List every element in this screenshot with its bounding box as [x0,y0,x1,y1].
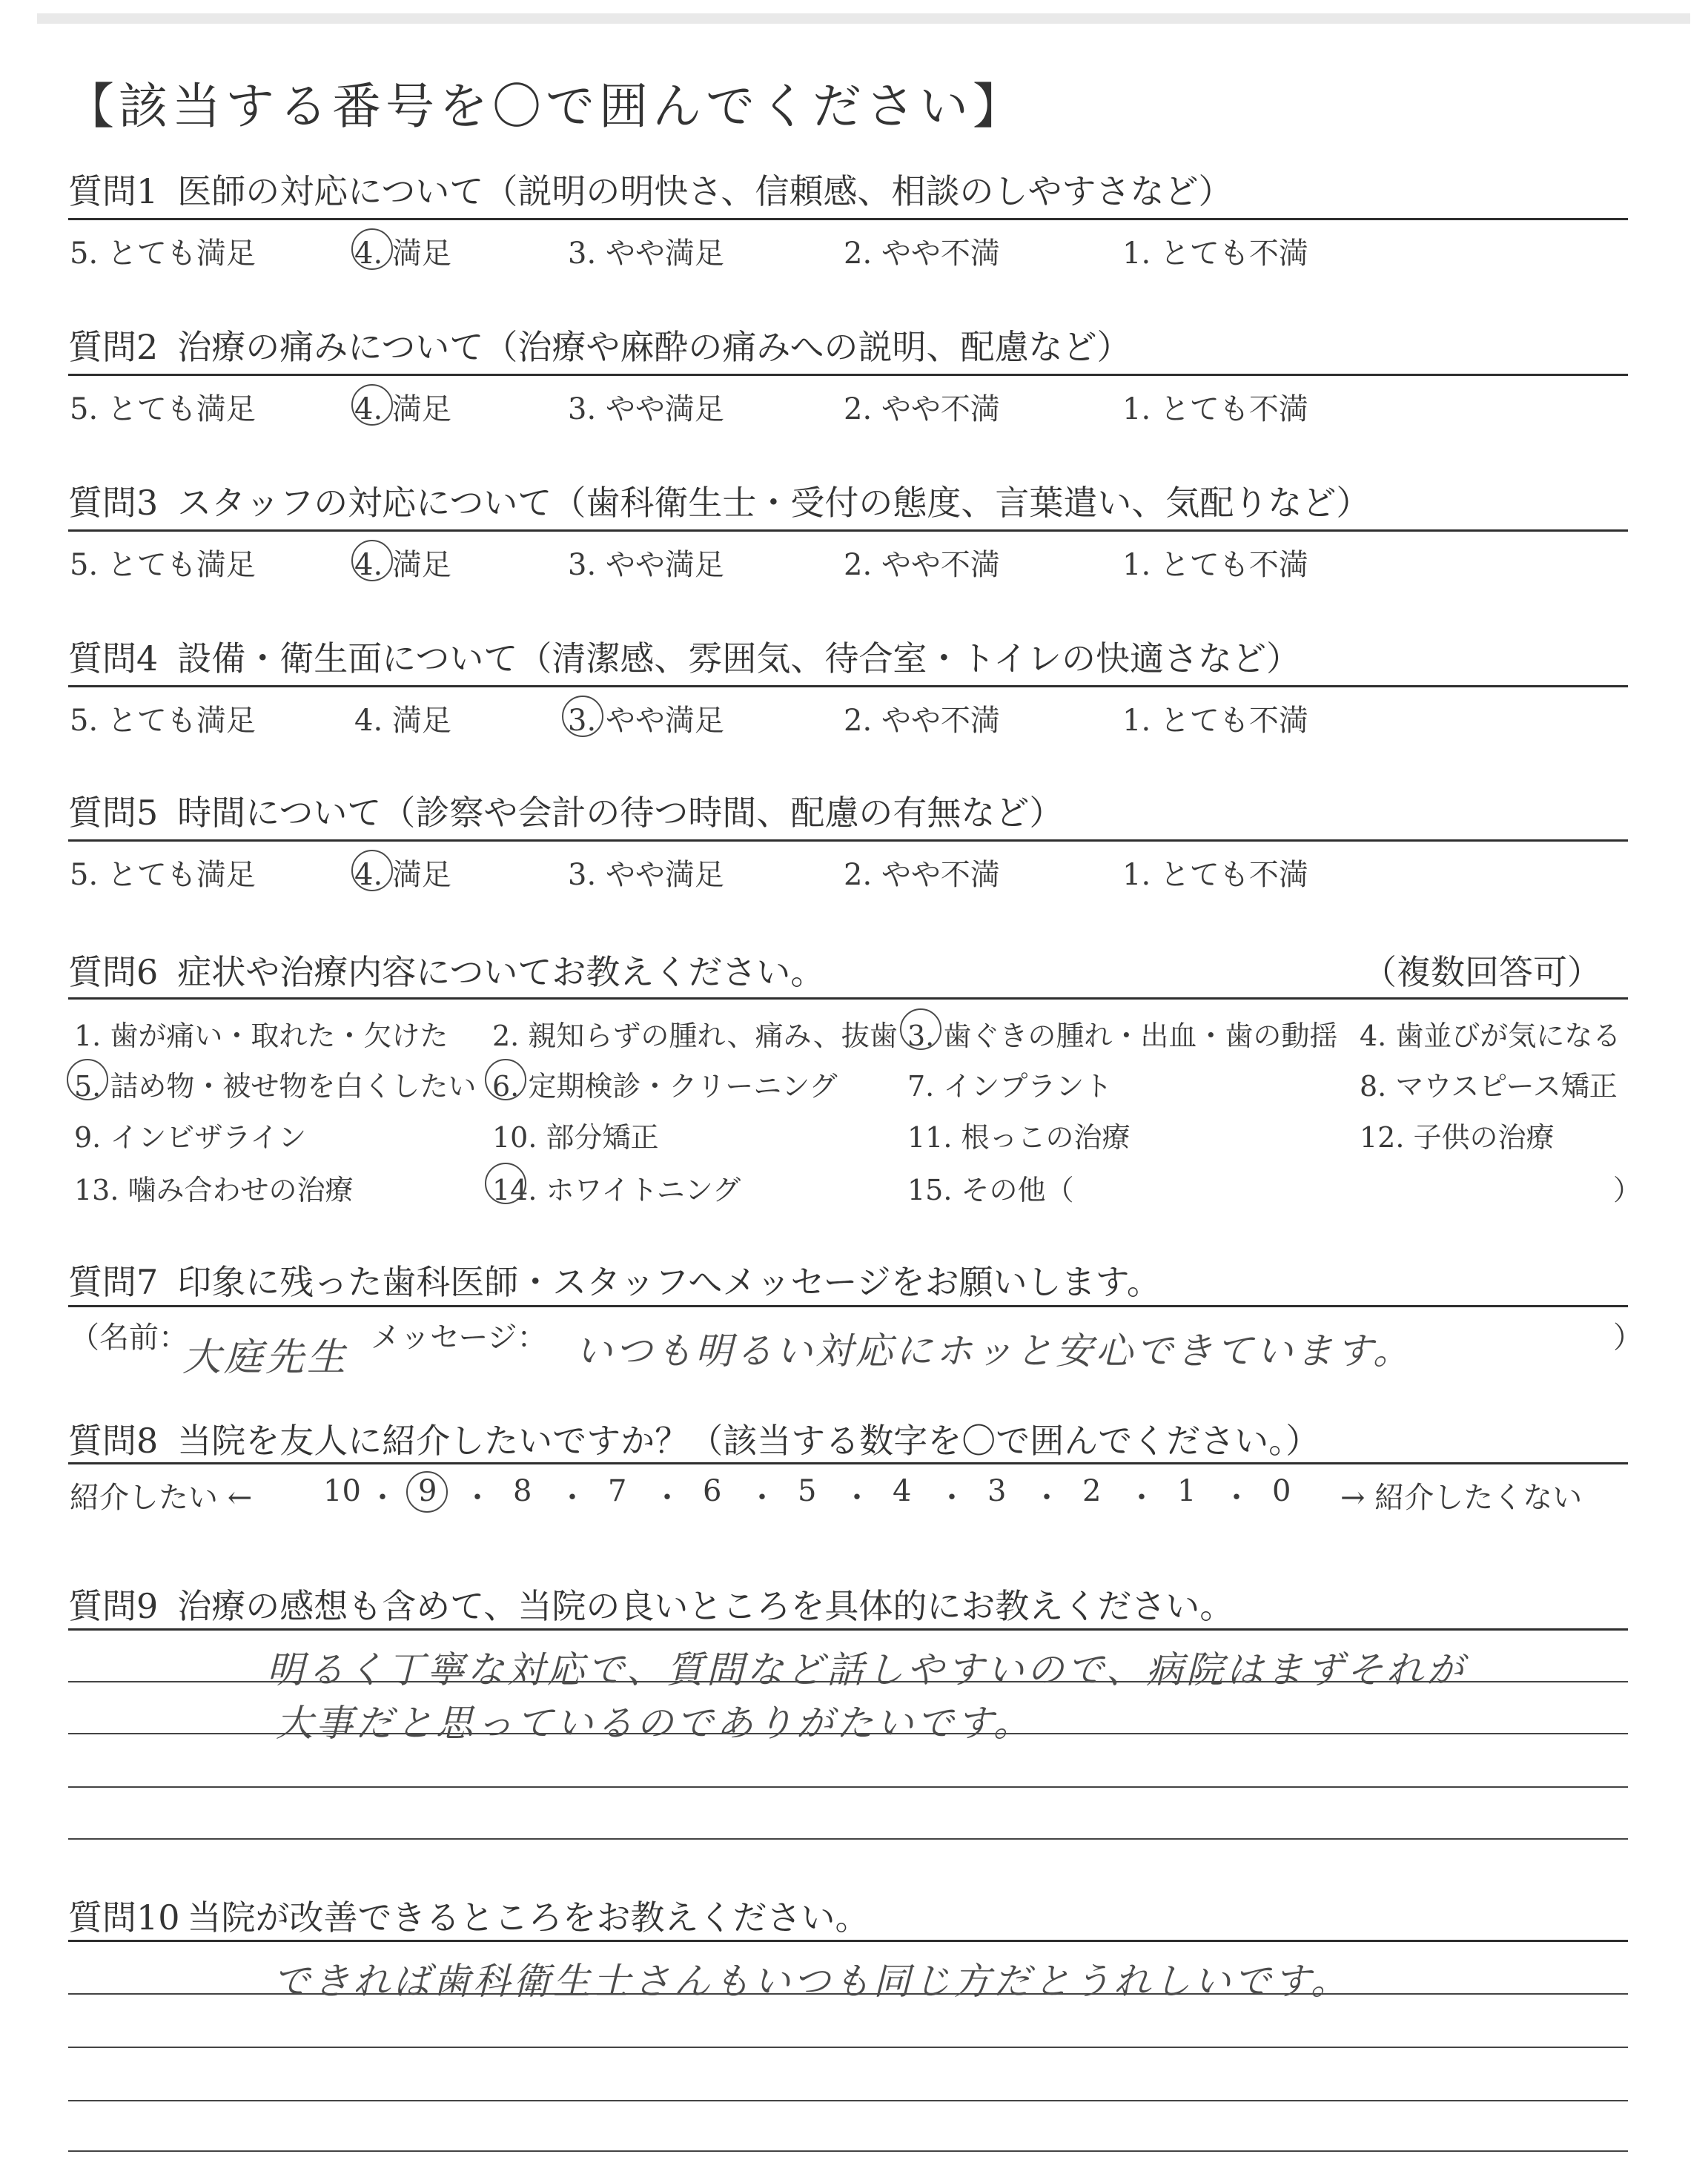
q8-scale-separator: ・ [463,1481,492,1515]
q9-title [68,1579,1234,1628]
q8-text: 当院を友人に紹介したいですか？（該当する数字を〇で囲んでください。） [177,1421,1320,1461]
q6-option-5[interactable]: 5. 詰め物・被せ物を白くしたい [74,1070,477,1103]
q6-option-4[interactable]: 4. 歯並びが気になる [1360,1020,1621,1052]
q9-text: 治療の感想も含めて、当院の良いところを具体的にお教えください。 [177,1586,1234,1626]
q5-text: 時間について（診察や会計の待つ時間、配慮の有無など） [177,793,1064,833]
q6-title [68,945,824,994]
q6-other-closing-paren: ） [1613,1174,1642,1206]
q8-selected-circle [406,1471,448,1513]
q5-selected-circle [351,850,393,891]
scan-edge-band [37,13,1690,24]
q10-answer-line [68,2047,1628,2048]
q7-message-value[interactable]: いつも明るい対応にホッと安心できています。 [575,1330,1413,1373]
q5-option-3[interactable]: 3. やや満足 [568,858,724,892]
q1-title [68,165,1233,214]
q9-answer-line [68,1786,1628,1788]
q8-scale-separator: ・ [557,1481,587,1515]
q7-name-value[interactable]: 大庭先生 [182,1335,349,1380]
q10-rule [68,1940,1628,1942]
page-header: 【該当する番号を〇で囲んでください】 [65,78,1026,135]
q7-text: 印象に残った歯科医師・スタッフへメッセージをお願いします。 [177,1262,1161,1302]
q10-text: 当院が改善できるところをお教えください。 [187,1898,870,1938]
q2-option-2[interactable]: 2. やや不満 [844,392,1000,426]
q3-option-4[interactable]: 4. 満足 [354,548,451,582]
q8-scale-3[interactable]: 3 [987,1474,1007,1508]
q8-title [68,1414,1320,1463]
q2-option-4[interactable]: 4. 満足 [354,392,451,426]
q2-text: 治療の痛みについて（治療や麻酔の痛みへの説明、配慮など） [177,327,1131,367]
q4-title [68,632,1300,681]
q3-number: 質問3 [68,483,159,523]
q3-text: スタッフの対応について（歯科衛生士・受付の態度、言葉遣い、気配りなど） [177,483,1371,523]
q6-option-3[interactable]: 3. 歯ぐきの腫れ・出血・歯の動揺 [907,1020,1338,1052]
q8-scale-10[interactable]: 10 [323,1474,361,1508]
q1-option-2[interactable]: 2. やや不満 [844,237,1000,271]
q5-option-4[interactable]: 4. 満足 [354,858,451,892]
q5-rule [68,839,1628,842]
q6-option-13[interactable]: 13. 噛み合わせの治療 [74,1174,354,1206]
q4-selected-circle [562,696,603,737]
q1-number: 質問1 [68,171,159,211]
q9-answer-text-2[interactable]: 大事だと思っているのでありがたいです。 [276,1702,1033,1745]
q8-scale-6[interactable]: 6 [703,1474,722,1508]
q10-number: 質問10 [68,1898,180,1938]
q5-number: 質問5 [68,793,159,833]
q5-option-1[interactable]: 1. とても不満 [1122,858,1308,892]
q1-selected-circle [351,228,393,270]
q8-scale-separator: ・ [652,1481,682,1515]
q1-option-4[interactable]: 4. 満足 [354,237,451,271]
q8-number: 質問8 [68,1421,159,1461]
q9-answer-line [68,1838,1628,1840]
q4-rule [68,685,1628,687]
q8-scale-0[interactable]: 0 [1272,1474,1291,1508]
q6-option-8[interactable]: 8. マウスピース矯正 [1360,1070,1618,1103]
q6-option-7[interactable]: 7. インプラント [907,1070,1113,1103]
q2-option-1[interactable]: 1. とても不満 [1122,392,1308,426]
q8-rule [68,1462,1628,1464]
q6-option-15[interactable]: 15. その他（ [907,1174,1074,1206]
q7-number: 質問7 [68,1262,159,1302]
q6-option-12[interactable]: 12. 子供の治療 [1360,1121,1555,1154]
q2-option-3[interactable]: 3. やや満足 [568,392,724,426]
q8-scale-4[interactable]: 4 [893,1474,912,1508]
q8-scale-2[interactable]: 2 [1082,1474,1102,1508]
q8-scale-separator: ・ [1032,1481,1062,1515]
q1-option-5[interactable]: 5. とても満足 [70,237,256,271]
q8-right-label: → 紹介したくない [1340,1481,1583,1515]
q4-option-1[interactable]: 1. とても不満 [1122,704,1308,738]
q4-text: 設備・衛生面について（清潔感、雰囲気、待合室・トイレの快適さなど） [177,638,1301,678]
q4-option-4[interactable]: 4. 満足 [354,704,451,738]
q6-option-14[interactable]: 14. ホワイトニング [492,1174,741,1206]
q6-option-11[interactable]: 11. 根っこの治療 [907,1121,1131,1154]
q6-option-2[interactable]: 2. 親知らずの腫れ、痛み、抜歯 [492,1020,898,1052]
q5-title [68,786,1063,835]
q6-rule [68,997,1628,1000]
q9-number: 質問9 [68,1586,159,1626]
q7-name-label: （名前： [70,1321,188,1355]
q10-answer-line [68,2150,1628,2152]
q5-option-2[interactable]: 2. やや不満 [844,858,1000,892]
q6-selected-circle [900,1008,941,1050]
q9-rule [68,1628,1628,1631]
q2-title [68,320,1131,369]
q5-option-5[interactable]: 5. とても満足 [70,858,256,892]
q7-closing-paren: ） [1613,1321,1643,1355]
q7-title [68,1255,1161,1304]
q8-scale-separator: ・ [842,1481,872,1515]
q1-text: 医師の対応について（説明の明快さ、信頼感、相談のしやすさなど） [177,171,1233,211]
q8-scale-separator: ・ [1127,1481,1156,1515]
q2-rule [68,374,1628,376]
q8-scale-7[interactable]: 7 [608,1474,627,1508]
q8-left-label: 紹介したい ← [70,1481,253,1515]
q8-scale-separator: ・ [937,1481,967,1515]
q6-number: 質問6 [68,952,159,992]
q3-option-1[interactable]: 1. とても不満 [1122,548,1308,582]
q4-option-2[interactable]: 2. やや不満 [844,704,1000,738]
q6-text: 症状や治療内容についてお教えください。 [177,952,825,992]
q8-scale-separator: ・ [1222,1481,1251,1515]
q6-selected-circle [485,1059,526,1100]
q7-message-label: メッセージ： [371,1321,547,1355]
q3-option-5[interactable]: 5. とても満足 [70,548,256,582]
q3-rule [68,529,1628,532]
q9-answer-text-1[interactable]: 明るく丁寧な対応で、質問など話しやすいので、病院はまずそれが [267,1648,1466,1691]
q6-option-6[interactable]: 6. 定期検診・クリーニング [492,1070,838,1103]
q10-answer-line [68,2100,1628,2101]
q10-title [68,1891,870,1940]
q2-selected-circle [351,384,393,426]
q6-multiple-answer-note: （複数回答可） [1363,952,1601,992]
q2-number: 質問2 [68,327,159,367]
q1-rule [68,218,1628,220]
q8-scale-9[interactable]: 9 [418,1474,437,1508]
q10-answer-text[interactable]: できれば歯科衛生士さんもいつも同じ方だとうれしいです。 [273,1960,1351,2003]
q3-title [68,476,1370,525]
q8-scale-separator: ・ [368,1481,397,1515]
q3-selected-circle [351,540,393,581]
q8-scale-5[interactable]: 5 [798,1474,817,1508]
q3-option-2[interactable]: 2. やや不満 [844,548,1000,582]
q1-option-1[interactable]: 1. とても不満 [1122,237,1308,271]
q2-option-5[interactable]: 5. とても満足 [70,392,256,426]
q6-selected-circle [485,1163,526,1204]
q8-scale-8[interactable]: 8 [513,1474,532,1508]
q1-option-3[interactable]: 3. やや満足 [568,237,724,271]
q8-scale-separator: ・ [747,1481,777,1515]
q8-scale-1[interactable]: 1 [1177,1474,1196,1508]
q6-option-9[interactable]: 9. インビザライン [74,1121,307,1154]
q6-selected-circle [67,1059,108,1100]
q4-option-5[interactable]: 5. とても満足 [70,704,256,738]
q7-rule [68,1305,1628,1307]
q4-option-3[interactable]: 3. やや満足 [568,704,724,738]
q3-option-3[interactable]: 3. やや満足 [568,548,724,582]
q6-option-1[interactable]: 1. 歯が痛い・取れた・欠けた [74,1020,448,1052]
q4-number: 質問4 [68,638,159,678]
q6-option-10[interactable]: 10. 部分矯正 [492,1121,659,1154]
